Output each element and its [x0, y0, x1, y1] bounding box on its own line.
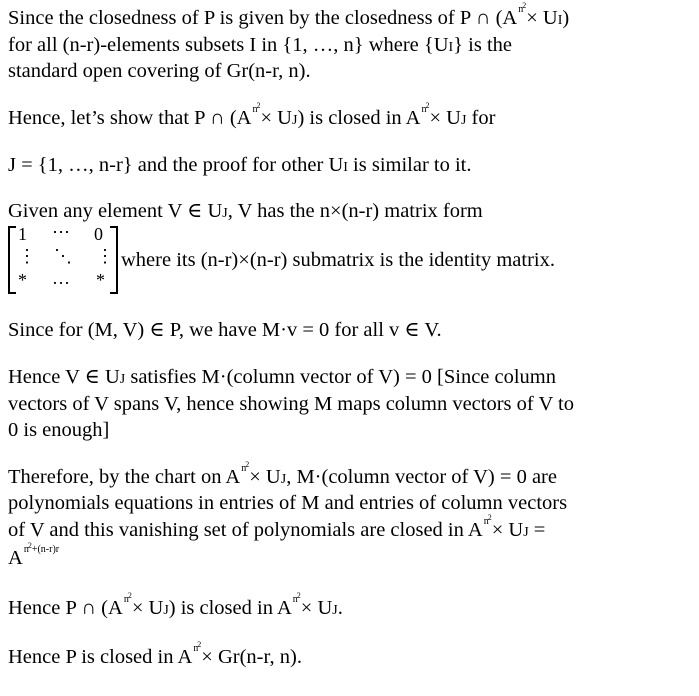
- matrix-cell: *: [96, 270, 105, 290]
- p4-matrix-caption: [121, 248, 555, 272]
- p7-text-b: × U: [491, 519, 524, 541]
- p7-line3: [8, 513, 546, 546]
- p1-line3: [8, 59, 311, 83]
- superscript-n: n: [241, 463, 247, 474]
- p6-text: vectors of V spans V, hence showing M maps column vectors of V to: [8, 393, 574, 415]
- matrix-cell: ⋮: [18, 246, 36, 266]
- p7-text: polynomials equations in entries of M and entries of column vectors: [8, 492, 568, 514]
- superscript-2: 2: [127, 591, 132, 600]
- p1-line1-text: Since the closedness of P is given by the closedness of P ∩ (A: [8, 7, 518, 29]
- matrix-cell: 1: [18, 224, 27, 244]
- p6-text-b: satisfies M·(column vector of V) = 0 [Since column: [125, 366, 557, 388]
- superscript-2: 2: [522, 1, 527, 10]
- superscript-2: 2: [197, 640, 202, 649]
- p1-line1-times: × U: [526, 7, 558, 29]
- p8-text-a: Hence P ∩ (A: [8, 597, 123, 619]
- superscript-n: n: [483, 516, 489, 527]
- p7-line2: [8, 491, 567, 515]
- matrix-cell: ⋮: [96, 246, 114, 266]
- p6-text-a: Hence V ∈ U: [8, 366, 120, 388]
- superscript-2: 2: [256, 101, 261, 110]
- p8-line: [8, 591, 343, 624]
- p6-line3: [8, 418, 109, 442]
- p1-line1-close: ): [562, 7, 570, 29]
- p1-line1: [8, 1, 570, 34]
- p5-text: Since for (M, V) ∈ P, we have M·v = 0 for all v ∈ V.: [8, 319, 442, 341]
- p1-line2-end: } is the: [453, 34, 513, 56]
- p7-text-a: Therefore, by the chart on A: [8, 466, 241, 488]
- p1-line3-text: standard open covering of Gr(n-r, n).: [8, 60, 311, 82]
- p3-text: J = {1, …, n-r} and the proof for other U: [8, 154, 344, 176]
- p8-text-c: ) is closed in A: [168, 597, 292, 619]
- p1-line2-text: for all (n-r)-elements subsets I in {1, …, n} where {U: [8, 34, 449, 56]
- superscript-n: n: [123, 594, 129, 605]
- matrix: [8, 222, 118, 292]
- subscript: J: [163, 603, 169, 618]
- p7-text-b: × U: [249, 466, 281, 488]
- superscript-2: 2: [27, 541, 32, 550]
- p8-text-e: .: [337, 597, 343, 619]
- p6-text: 0 is enough]: [8, 419, 110, 441]
- p8-text-d: × U: [300, 597, 333, 619]
- matrix-cell: …: [52, 268, 70, 288]
- p8-text-b: × U: [131, 597, 164, 619]
- subscript: J: [280, 472, 287, 487]
- matrix-cell: 0: [94, 224, 103, 244]
- subscript: J: [460, 113, 467, 128]
- superscript-2: 2: [487, 513, 492, 522]
- superscript-2: 2: [296, 591, 301, 600]
- p7-line4: [8, 541, 60, 574]
- superscript-n: n: [518, 4, 524, 15]
- p7-text-a: of V and this vanishing set of polynomials are closed in A: [8, 519, 483, 541]
- p2-text-a: Hence, let’s show that P ∩ (A: [8, 107, 252, 129]
- p2-line: [8, 101, 496, 134]
- subscript: I: [343, 160, 348, 175]
- p7-text-c: , M·(column vector of V) = 0 are: [286, 466, 557, 488]
- p6-line1: [8, 365, 556, 392]
- p6-line2: [8, 392, 574, 416]
- p5-line: [8, 318, 442, 342]
- p7-text-c: =: [528, 519, 546, 541]
- subscript: J: [119, 372, 126, 387]
- superscript-2: 2: [425, 101, 430, 110]
- matrix-caption: where its (n-r)×(n-r) submatrix is the identity matrix.: [121, 249, 555, 271]
- p3-line: [8, 153, 472, 180]
- p1-line2: [8, 33, 512, 60]
- p2-text-e: for: [466, 107, 496, 129]
- matrix-cell: *: [18, 270, 27, 290]
- subscript: J: [222, 206, 228, 221]
- p2-text-b: × U: [260, 107, 292, 129]
- matrix-left-bracket: [8, 226, 16, 294]
- p9-line: [8, 640, 302, 673]
- matrix-cell: ⋯: [52, 222, 70, 242]
- matrix-cell: ⋱: [54, 246, 72, 266]
- p2-text-c: ) is closed in A: [297, 107, 421, 129]
- p7-line1: [8, 460, 557, 493]
- p3-text-end: is similar to it.: [347, 154, 472, 176]
- superscript-rest: +(n-r)r: [31, 544, 60, 555]
- subscript: I: [557, 13, 563, 28]
- p2-text-d: × U: [429, 107, 461, 129]
- p7-text: A: [8, 547, 23, 569]
- p4-text-end: , V has the n×(n-r) matrix form: [227, 200, 483, 222]
- p4-text: Given any element V ∈ U: [8, 200, 223, 222]
- subscript: I: [448, 40, 454, 55]
- p9-text-b: × Gr(n-r, n).: [201, 646, 302, 668]
- subscript: J: [523, 525, 529, 540]
- superscript-n: n: [292, 594, 298, 605]
- superscript-n: n: [421, 104, 427, 115]
- p9-text-a: Hence P is closed in A: [8, 646, 193, 668]
- superscript-2: 2: [245, 460, 250, 469]
- superscript-n: n: [23, 544, 29, 555]
- subscript: J: [332, 603, 338, 618]
- subscript: J: [292, 113, 298, 128]
- superscript-n: n: [252, 104, 258, 115]
- superscript-n: n: [193, 643, 199, 654]
